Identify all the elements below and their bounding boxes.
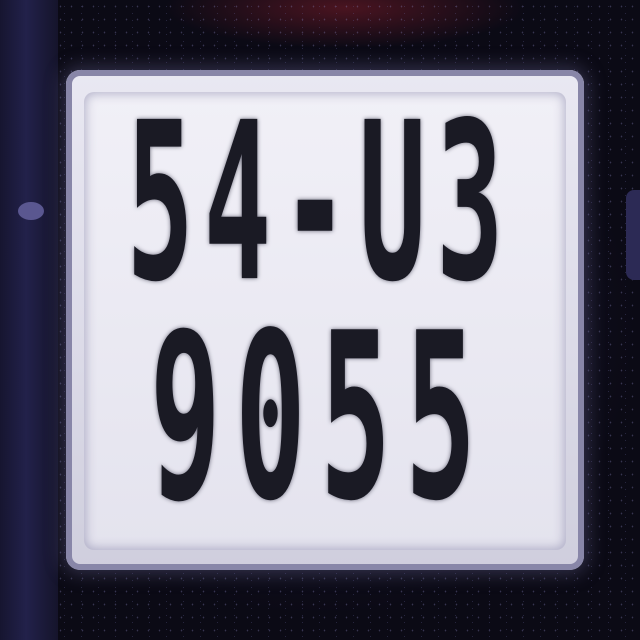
plate-line-2-row <box>0 282 640 552</box>
plate-line-2: 9055 <box>149 282 491 552</box>
plate-line-1-row <box>0 77 640 331</box>
plate-line-1: 54-U3 <box>126 77 514 331</box>
